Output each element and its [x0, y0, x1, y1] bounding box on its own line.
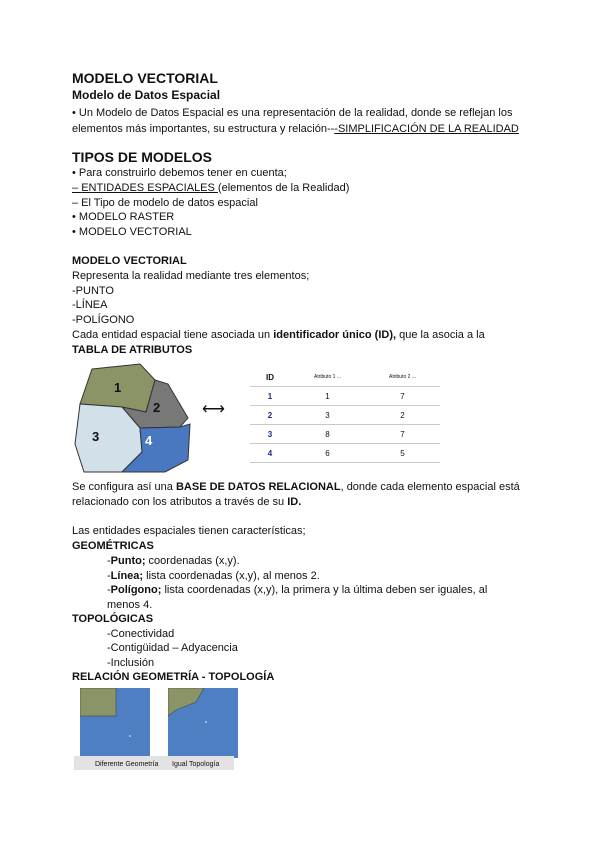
- table-cell-id: 2: [250, 406, 290, 425]
- caption-igual-topologia: Igual Topología: [172, 761, 220, 768]
- subtitle: Modelo de Datos Espacial: [72, 88, 221, 102]
- polygon-label-1: 1: [114, 380, 122, 395]
- geometricas-punto: -Punto; coordenadas (x,y).: [107, 555, 240, 567]
- relacion-heading: RELACIÓN GEOMETRÍA - TOPOLOGÍA: [72, 671, 275, 683]
- bd-relacional-text: BASE DE DATOS RELACIONAL: [175, 481, 341, 493]
- bd-line-1-pre: Se configura así una: [72, 481, 176, 493]
- table-cell-id: 4: [250, 444, 290, 463]
- table-cell: 3: [290, 406, 365, 425]
- tipos-item-1: • Para construirlo debemos tener en cuenta;: [72, 167, 287, 179]
- punto-text: coordenadas (x,y).: [145, 555, 240, 567]
- tipos-item-5: • MODELO VECTORIAL: [72, 226, 192, 238]
- table-cell: 7: [365, 387, 440, 406]
- topologicas-item-2: -Contigüidad – Adyacencia: [107, 642, 238, 654]
- double-arrow-icon: ⟷: [202, 401, 225, 418]
- intro-line-2: [72, 122, 519, 136]
- table-cell-id: 1: [250, 387, 290, 406]
- vectorial-punto: -PUNTO: [72, 285, 114, 297]
- punto-label: Punto;: [110, 555, 146, 567]
- table-row: [250, 444, 440, 463]
- topologicas-heading: TOPOLÓGICAS: [72, 613, 154, 625]
- igual-topologia-figure: [168, 688, 238, 758]
- id-sentence-bold: identificador único (ID),: [273, 329, 397, 341]
- geometricas-poligono: -Polígono; lista coordenadas (x,y), la primera y la última deben ser iguales, al: [107, 584, 488, 596]
- table-cell: 6: [290, 444, 365, 463]
- vectorial-poligono: -POLÍGONO: [72, 314, 135, 326]
- polygon-label-3: 3: [92, 429, 100, 444]
- bd-line-2: [72, 495, 301, 509]
- table-row: [250, 425, 440, 444]
- tipos-item-4: • MODELO RASTER: [72, 211, 175, 223]
- table-header-id: ID: [250, 368, 290, 387]
- tipos-heading: TIPOS DE MODELOS: [72, 149, 213, 165]
- id-sentence-pre: Cada entidad espacial tiene asociada un: [72, 329, 274, 341]
- page-title: MODELO VECTORIAL: [72, 70, 218, 86]
- table-row: [250, 406, 440, 425]
- attributes-table: [250, 368, 440, 463]
- geo-green-area: [80, 688, 116, 716]
- vectorial-desc: Representa la realidad mediante tres elementos;: [72, 270, 310, 282]
- topologicas-item-3: -Inclusión: [107, 657, 155, 669]
- linea-text: lista coordenadas (x,y), al menos 2.: [143, 570, 320, 582]
- table-cell-id: 3: [250, 425, 290, 444]
- table-header-attr1: Atributo 1 ...: [290, 368, 365, 387]
- id-sentence: [72, 328, 485, 342]
- table-cell: 2: [365, 406, 440, 425]
- table-header-attr2: Atributo 2 ...: [365, 368, 440, 387]
- geometricas-linea: -Línea; lista coordenadas (x,y), al menos 2.: [107, 570, 320, 582]
- table-header-row: [250, 368, 440, 387]
- intro-line-1: • Un Modelo de Datos Espacial es una representación de la realidad, donde se reflejan los: [72, 107, 513, 119]
- topologicas-item-1: -Conectividad: [107, 628, 175, 640]
- geo-point: [129, 735, 131, 737]
- geometricas-poligono-cont: menos 4.: [107, 599, 153, 611]
- table-cell: 7: [365, 425, 440, 444]
- tipos-item-2: [72, 181, 349, 195]
- vectorial-linea: -LÍNEA: [72, 299, 108, 311]
- tipos-item-2-rest: (elementos de la Realidad): [217, 182, 350, 194]
- table-cell: 1: [290, 387, 365, 406]
- poligono-text: lista coordenadas (x,y), la primera y la última deben ser iguales, al: [161, 584, 488, 596]
- vectorial-heading: MODELO VECTORIAL: [72, 255, 187, 267]
- entidades-text: ENTIDADES ESPACIALES: [81, 182, 218, 194]
- table-row: [250, 387, 440, 406]
- intro-line-2-text: elementos más importantes, su estructura y relación--: [72, 123, 335, 135]
- table-cell: 8: [290, 425, 365, 444]
- caption-diferente-geometria: Diferente Geometría: [95, 761, 159, 768]
- simplificacion-text: -SIMPLIFICACIÓN DE LA REALIDAD: [334, 123, 519, 135]
- tipos-item-2-dash: –: [72, 182, 82, 194]
- table-cell: 5: [365, 444, 440, 463]
- polygon-label-2: 2: [153, 400, 161, 415]
- bd-line-2-pre: relacionado con los atributos a través de su: [72, 496, 288, 508]
- id-sentence-post: que la asocia a la: [396, 329, 485, 341]
- bd-line-1-post: , donde cada elemento espacial está: [340, 481, 520, 493]
- polygon-label-4: 4: [145, 433, 153, 448]
- linea-label: Línea;: [110, 570, 144, 582]
- caracteristicas-text: Las entidades espaciales tienen características;: [72, 525, 306, 537]
- tabla-atributos-heading: TABLA DE ATRIBUTOS: [72, 344, 193, 356]
- bd-line-1: [72, 480, 520, 494]
- tipos-item-3: – El Tipo de modelo de datos espacial: [72, 197, 258, 209]
- topo-point: [205, 721, 207, 723]
- polygons-figure: [70, 362, 195, 474]
- bd-id-text: ID.: [287, 496, 302, 508]
- poligono-label: Polígono;: [110, 584, 162, 596]
- geometricas-heading: GEOMÉTRICAS: [72, 540, 154, 552]
- diferente-geometria-figure: [80, 688, 150, 758]
